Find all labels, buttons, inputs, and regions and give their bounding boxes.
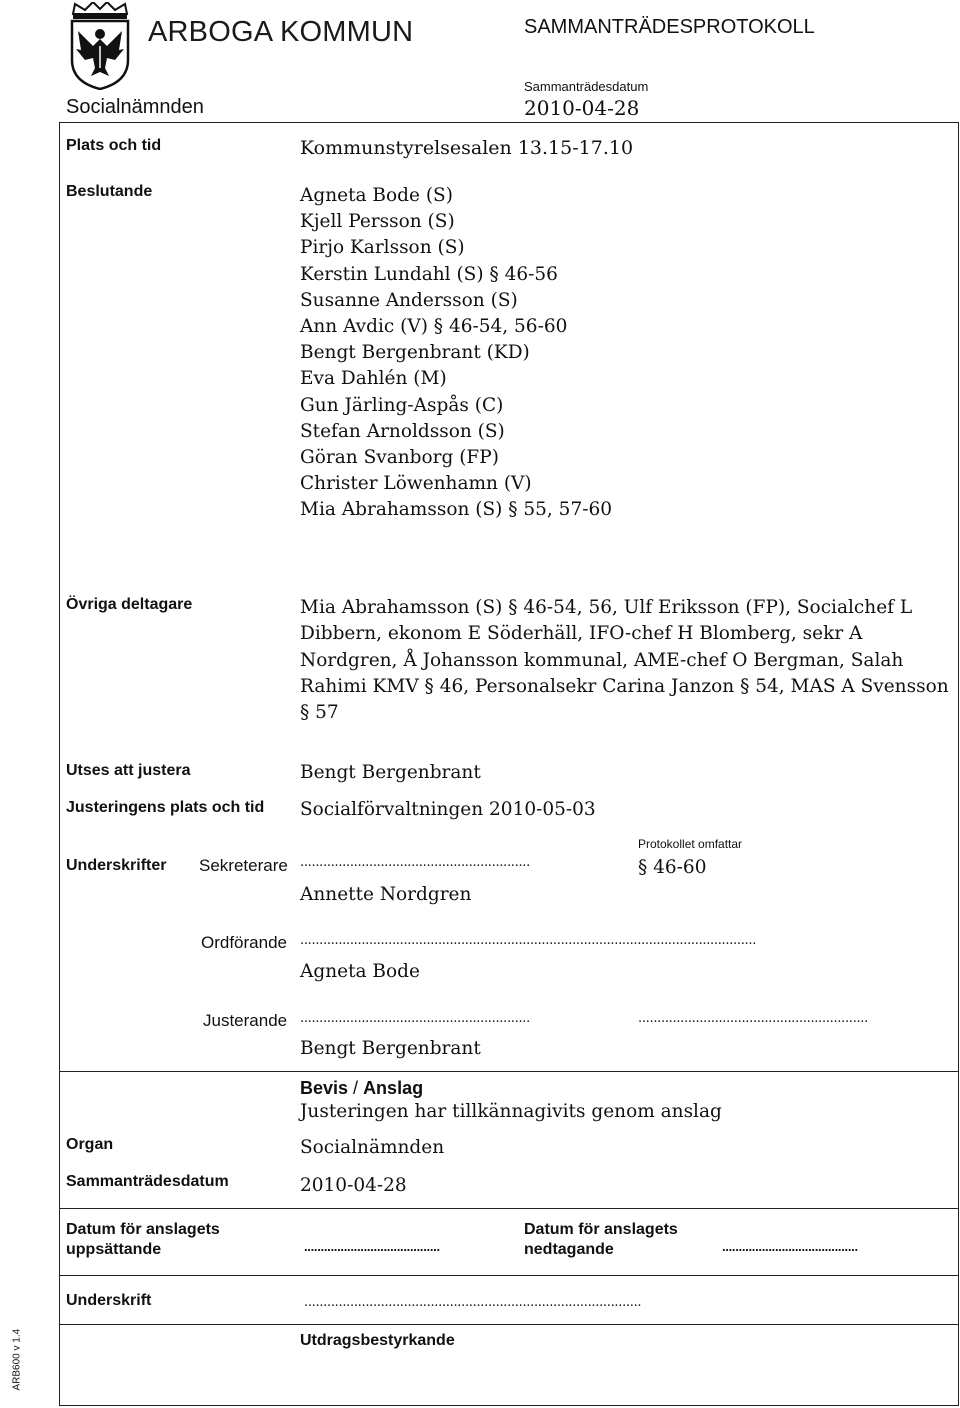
member-name: Kjell Persson (S) [300, 211, 455, 233]
deciding-members-list [300, 183, 612, 523]
adjuster-sign-name: Bengt Bergenbrant [300, 1038, 481, 1059]
member-name: Ann Avdic (V) § 46-54, 56-60 [300, 315, 568, 337]
notice-date-label: Sammanträdesdatum [66, 1173, 229, 1190]
removed-date-label-line2: nedtagande [524, 1241, 614, 1258]
organ-value: Socialnämnden [300, 1137, 445, 1158]
notice-title [300, 1078, 423, 1099]
posted-date-label-line2: uppsättande [66, 1241, 162, 1258]
member-name: Mia Abrahamsson (S) § 55, 57-60 [300, 499, 613, 521]
signature-field[interactable]: ........................................................................................ [304, 1295, 642, 1310]
member-name: Agneta Bode (S) [300, 185, 453, 206]
notice-title-bevis: Bevis [300, 1078, 349, 1098]
adjuster-signature-line-2: ............................................................ [638, 1011, 868, 1026]
protocol-scope-value: § 46-60 [638, 857, 707, 878]
member-name: Christer Löwenhamn (V) [300, 473, 532, 495]
divider-line [59, 1275, 959, 1276]
secretary-name: Annette Nordgren [300, 884, 472, 905]
notice-subtitle: Justeringen har tillkännagivits genom anslag [300, 1101, 722, 1122]
organization-name: ARBOGA KOMMUN [148, 16, 414, 48]
meeting-date: 2010-04-28 [524, 96, 640, 120]
member-name: Stefan Arnoldsson (S) [300, 420, 505, 442]
chair-signature-line: ....................................................................................................................... [300, 933, 757, 948]
divider-line [59, 1071, 959, 1072]
member-name: Göran Svanborg (FP) [300, 446, 499, 468]
notice-date-value: 2010-04-28 [300, 1175, 407, 1196]
adjuster-label: Utses att justera [66, 762, 191, 779]
member-name: Pirjo Karlsson (S) [300, 237, 465, 259]
notice-title-separator: / [348, 1078, 364, 1098]
secretary-signature-line: ............................................................ [300, 855, 530, 870]
form-version: ARB600 v 1.4 [11, 1328, 23, 1391]
adjuster-value: Bengt Bergenbrant [300, 762, 481, 783]
protocol-scope-label: Protokollet omfattar [638, 837, 743, 851]
signatures-label: Underskrifter [66, 857, 167, 874]
secretary-label: Sekreterare [199, 856, 288, 875]
chair-name: Agneta Bode [300, 961, 420, 982]
coat-of-arms-icon [65, 2, 135, 90]
posted-date-field[interactable]: ......................................... [304, 1239, 440, 1254]
divider-line [59, 1324, 959, 1325]
divider-line [59, 1208, 959, 1209]
adjust-place-time-value: Socialförvaltningen 2010-05-03 [300, 799, 596, 820]
chair-label: Ordförande [201, 933, 287, 952]
document-type: SAMMANTRÄDESPROTOKOLL [524, 16, 815, 38]
posted-date-label-line1: Datum för anslagets [66, 1221, 220, 1238]
removed-date-field[interactable]: ......................................... [722, 1239, 858, 1254]
member-name: Gun Järling-Aspås (C) [300, 394, 504, 416]
member-name: Bengt Bergenbrant (KD) [300, 342, 530, 364]
other-participants-label: Övriga deltagare [66, 596, 193, 613]
place-time-label: Plats och tid [66, 137, 162, 154]
other-participants-text: Mia Abrahamsson (S) § 46-54, 56, Ulf Eriksson (FP), Socialchef L Dibbern, ekonom E Söderhäll, IFO-chef H Blomberg, sekr A Nordgren, Å Johansson kommunal, AME-chef O Bergman, Salah Rahimi KMV § 46, Personalsekr Carina Janzon § 54, MAS A Svensson § 57 [300, 597, 949, 724]
removed-date-label [524, 1220, 678, 1260]
member-name: Eva Dahlén (M) [300, 368, 447, 390]
notice-title-anslag: Anslag [363, 1078, 424, 1098]
place-time-value: Kommunstyrelsesalen 13.15-17.10 [300, 137, 634, 159]
municipality-logo [65, 2, 135, 90]
extract-certification-label: Utdragsbestyrkande [300, 1332, 455, 1349]
member-name: Kerstin Lundahl (S) § 46-56 [300, 263, 558, 285]
organ-label: Organ [66, 1136, 114, 1153]
adjust-place-time-label: Justeringens plats och tid [66, 799, 265, 816]
member-name: Susanne Andersson (S) [300, 289, 518, 311]
removed-date-label-line1: Datum för anslagets [524, 1221, 678, 1238]
signature-label: Underskrift [66, 1292, 152, 1309]
adjuster-signature-line: ............................................................ [300, 1011, 530, 1026]
meeting-date-label: Sammanträdesdatum [524, 79, 649, 94]
adjuster-sign-label: Justerande [203, 1011, 288, 1030]
deciding-label: Beslutande [66, 183, 153, 200]
committee-name: Socialnämnden [66, 96, 204, 118]
posted-date-label [66, 1220, 220, 1260]
